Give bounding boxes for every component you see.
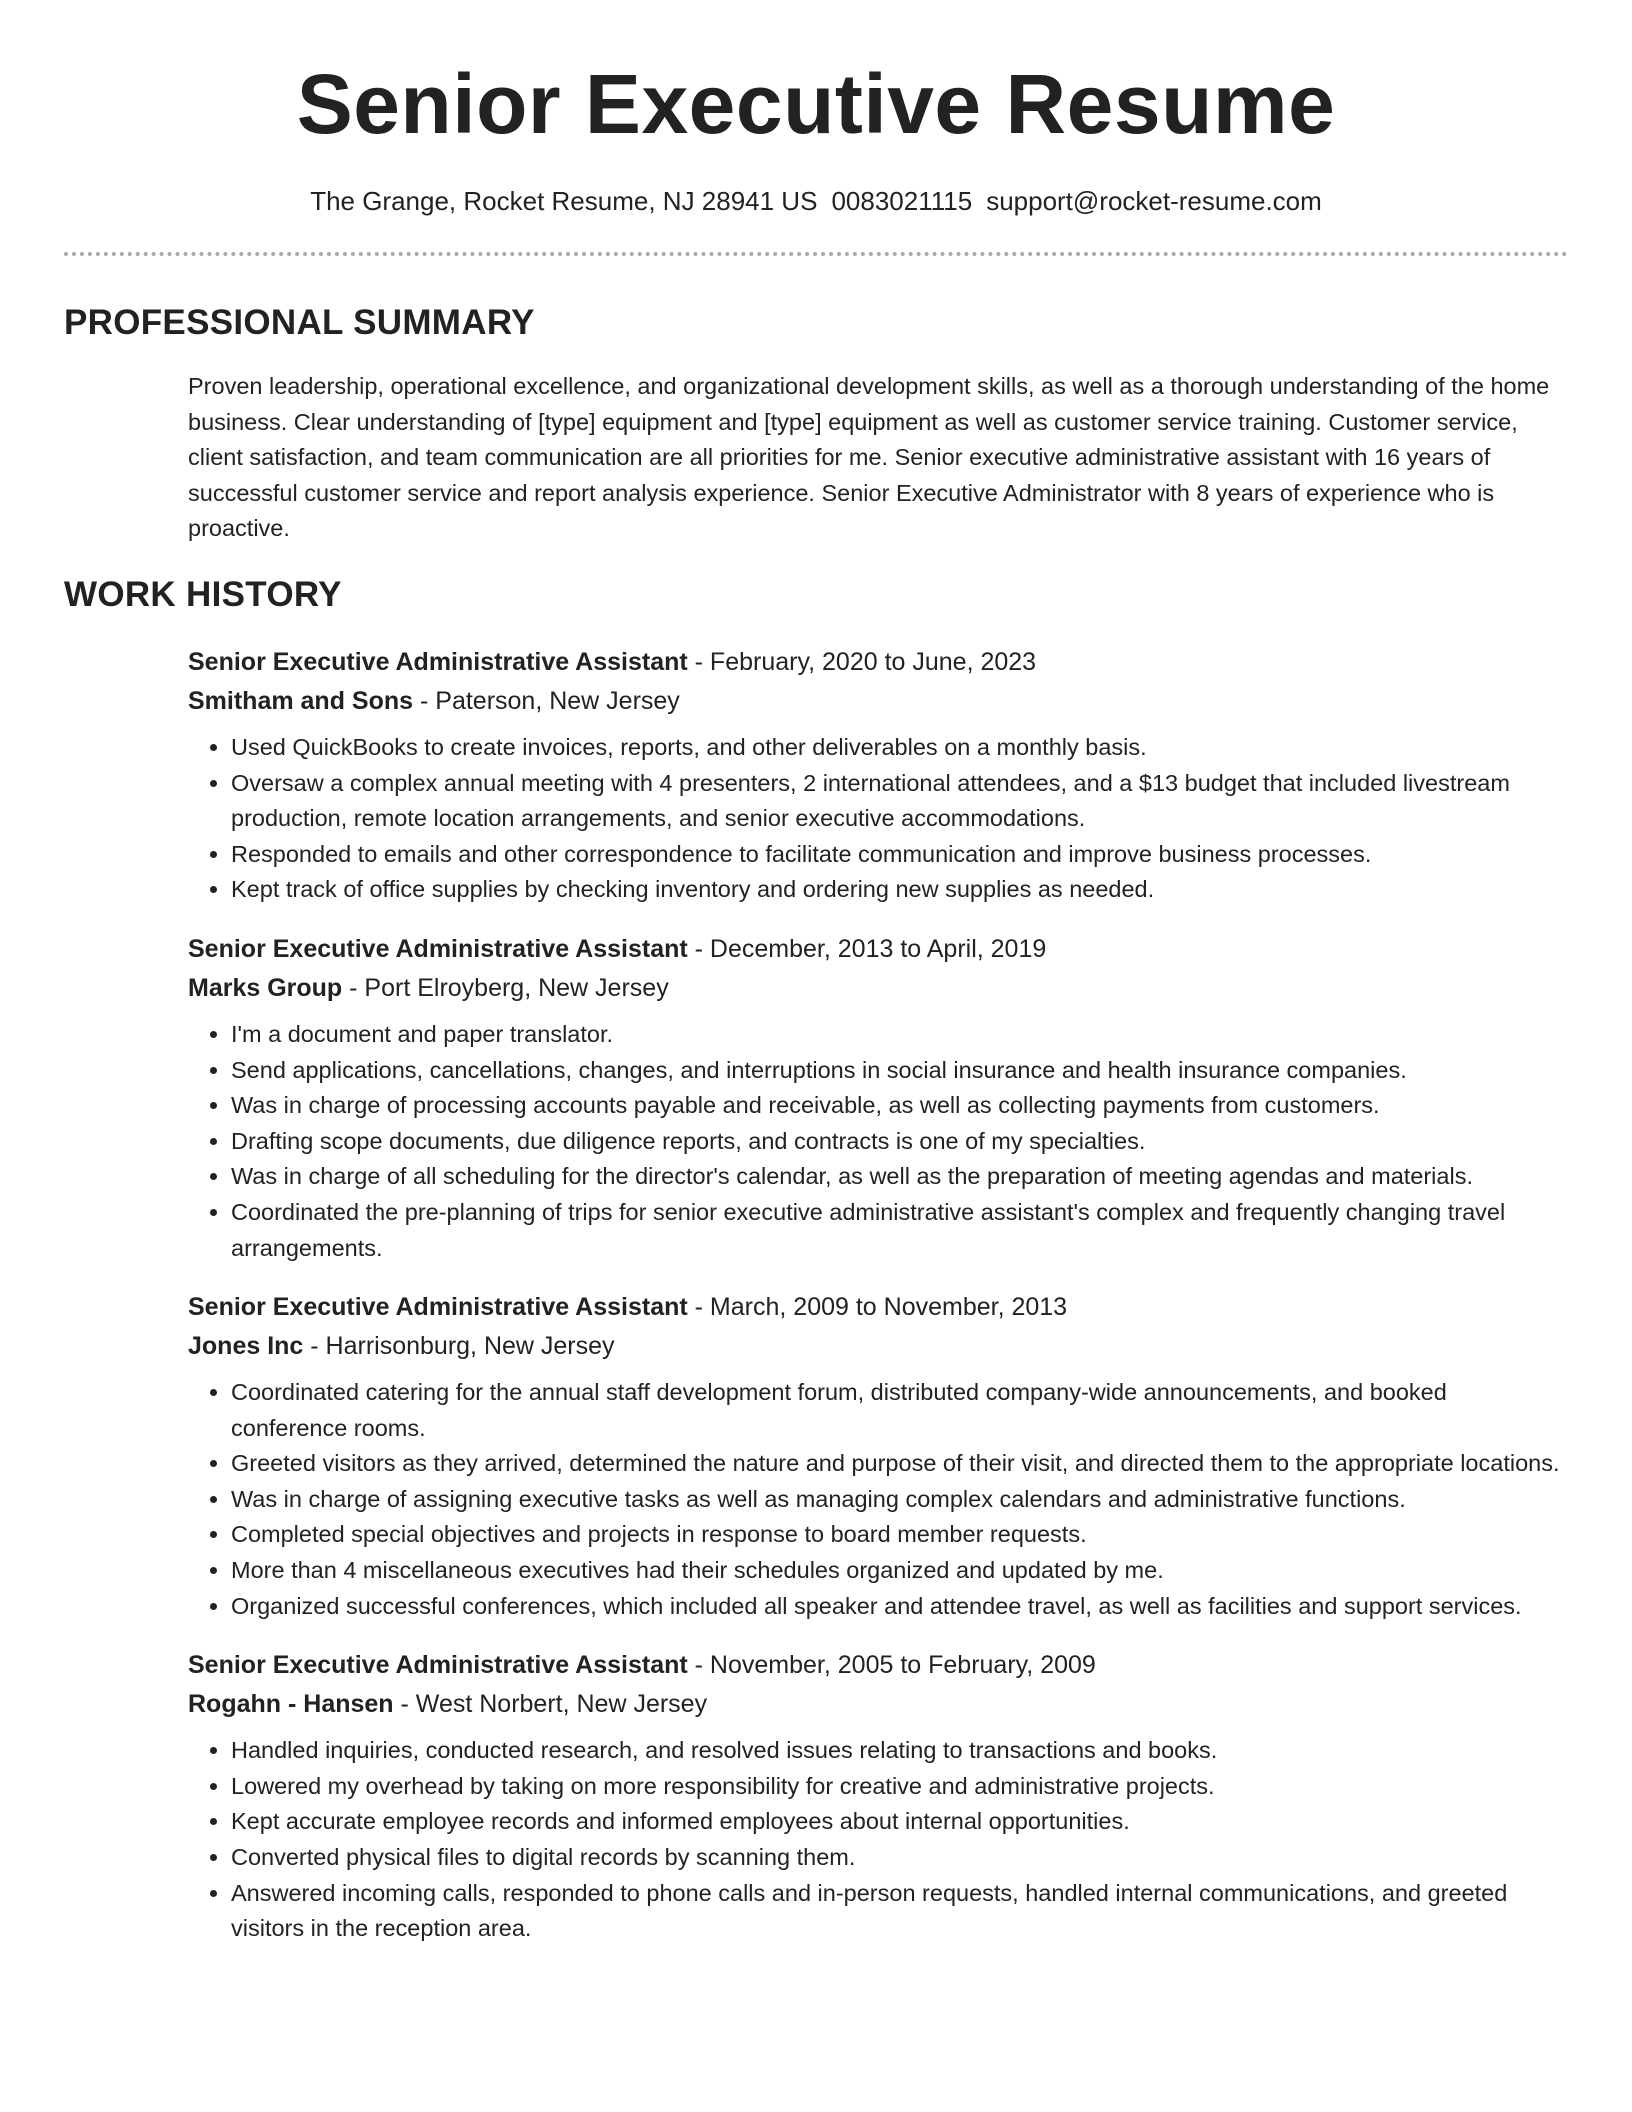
job-company: Jones Inc — [188, 1332, 304, 1361]
job-bullet: • More than 4 miscellaneous executives had their schedules organized and updated by me. — [231, 1553, 1568, 1589]
job-bullet: • Completed special objectives and projects in response to board member requests. — [231, 1517, 1568, 1553]
job-bullet: • Converted physical files to digital records by scanning them. — [231, 1840, 1568, 1876]
contact-email: support@rocket-resume.com — [986, 186, 1322, 216]
job-bullet: • Handled inquiries, conducted research, and resolved issues relating to transactions and books. — [231, 1733, 1568, 1769]
job-title-line — [188, 930, 1568, 969]
job-bullet: • Coordinated the pre-planning of trips for senior executive administrative assistant's complex and frequently changing travel arrangements. — [231, 1195, 1568, 1266]
job-bullet: • Greeted visitors as they arrived, determined the nature and purpose of their visit, and directed them to the appropriate locations. — [231, 1446, 1568, 1482]
job-dates: - December, 2013 to April, 2019 — [687, 934, 1047, 963]
job-dates: - March, 2009 to November, 2013 — [687, 1293, 1068, 1322]
job-title-line — [188, 1646, 1568, 1685]
job-bullets — [188, 1375, 1568, 1624]
work-history-heading: WORK HISTORY — [64, 574, 342, 614]
job-entry — [188, 930, 1568, 1266]
resume-title: Senior Executive Resume — [296, 57, 1336, 151]
job-company-line — [188, 1327, 1568, 1366]
job-company: Rogahn - Hansen — [188, 1690, 394, 1719]
job-bullet: • Was in charge of processing accounts payable and receivable, as well as collecting payments from customers. — [231, 1088, 1568, 1124]
work-history-list — [188, 643, 1568, 1947]
job-location: - Port Elroyberg, New Jersey — [342, 973, 669, 1002]
job-bullet: • Drafting scope documents, due diligence reports, and contracts is one of my specialties. — [231, 1124, 1568, 1160]
job-dates: - November, 2005 to February, 2009 — [687, 1651, 1096, 1680]
job-bullet: • Send applications, cancellations, changes, and interruptions in social insurance and health insurance companies. — [231, 1053, 1568, 1089]
job-company-line — [188, 1685, 1568, 1724]
contact-line — [64, 184, 1568, 218]
job-bullet: • Used QuickBooks to create invoices, reports, and other deliverables on a monthly basis. — [231, 730, 1568, 766]
job-dates: - February, 2020 to June, 2023 — [687, 647, 1037, 676]
job-bullets — [188, 1017, 1568, 1266]
contact-address: The Grange, Rocket Resume, NJ 28941 US — [310, 186, 818, 216]
job-bullet: • Organized successful conferences, which included all speaker and attendee travel, as well as facilities and support services. — [231, 1589, 1568, 1625]
job-bullet: • Answered incoming calls, responded to phone calls and in-person requests, handled internal communications, and greeted visitors in the reception area. — [231, 1876, 1568, 1947]
job-title-line — [188, 643, 1568, 682]
job-company: Marks Group — [188, 973, 343, 1002]
job-bullets — [188, 1733, 1568, 1947]
job-company-line — [188, 682, 1568, 721]
job-bullet: • Lowered my overhead by taking on more responsibility for creative and administrative projects. — [231, 1769, 1568, 1805]
resume-page — [64, 0, 1568, 1947]
job-bullet: • Was in charge of all scheduling for the director's calendar, as well as the preparation of meeting agendas and materials. — [231, 1159, 1568, 1195]
summary-heading: PROFESSIONAL SUMMARY — [64, 303, 535, 342]
job-entry — [188, 1288, 1568, 1624]
job-location: - West Norbert, New Jersey — [393, 1690, 708, 1719]
job-bullets — [188, 730, 1568, 908]
job-bullet: • Oversaw a complex annual meeting with 4 presenters, 2 international attendees, and a $13 budget that included livestream production, remote location arrangements, and senior executive accommodations. — [231, 766, 1568, 837]
job-bullet: • Kept track of office supplies by checking inventory and ordering new supplies as needed. — [231, 872, 1568, 908]
job-title: Senior Executive Administrative Assistant — [188, 647, 688, 676]
job-bullet: • Was in charge of assigning executive tasks as well as managing complex calendars and administrative functions. — [231, 1482, 1568, 1518]
job-entry — [188, 643, 1568, 908]
job-company: Smitham and Sons — [188, 686, 414, 715]
job-bullet: • Coordinated catering for the annual staff development forum, distributed company-wide announcements, and booked conference rooms. — [231, 1375, 1568, 1446]
job-entry — [188, 1646, 1568, 1947]
job-bullet: • Kept accurate employee records and informed employees about internal opportunities. — [231, 1804, 1568, 1840]
job-title: Senior Executive Administrative Assistant — [188, 1651, 688, 1680]
job-title: Senior Executive Administrative Assistant — [188, 934, 688, 963]
job-title-line — [188, 1288, 1568, 1327]
job-location: - Paterson, New Jersey — [413, 686, 680, 715]
job-bullet: • I'm a document and paper translator. — [231, 1017, 1568, 1053]
header-divider — [64, 252, 1568, 256]
job-location: - Harrisonburg, New Jersey — [303, 1332, 615, 1361]
contact-phone: 0083021115 — [831, 186, 973, 216]
job-title: Senior Executive Administrative Assistant — [188, 1293, 688, 1322]
job-company-line — [188, 969, 1568, 1008]
job-bullet: • Responded to emails and other correspondence to facilitate communication and improve business processes. — [231, 837, 1568, 873]
summary-text: Proven leadership, operational excellence, and organizational development skills, as well as a thorough understanding of the home business. Clear understanding of [type] equipment and [type] equipment as well as customer service training. Customer service, client satisfaction, and team communication are all priorities for me. Senior executive administrative assistant with 16 years of successful customer service and report analysis experience. Senior Executive Administrator with 8 years of experience who is proactive. — [188, 373, 1550, 542]
